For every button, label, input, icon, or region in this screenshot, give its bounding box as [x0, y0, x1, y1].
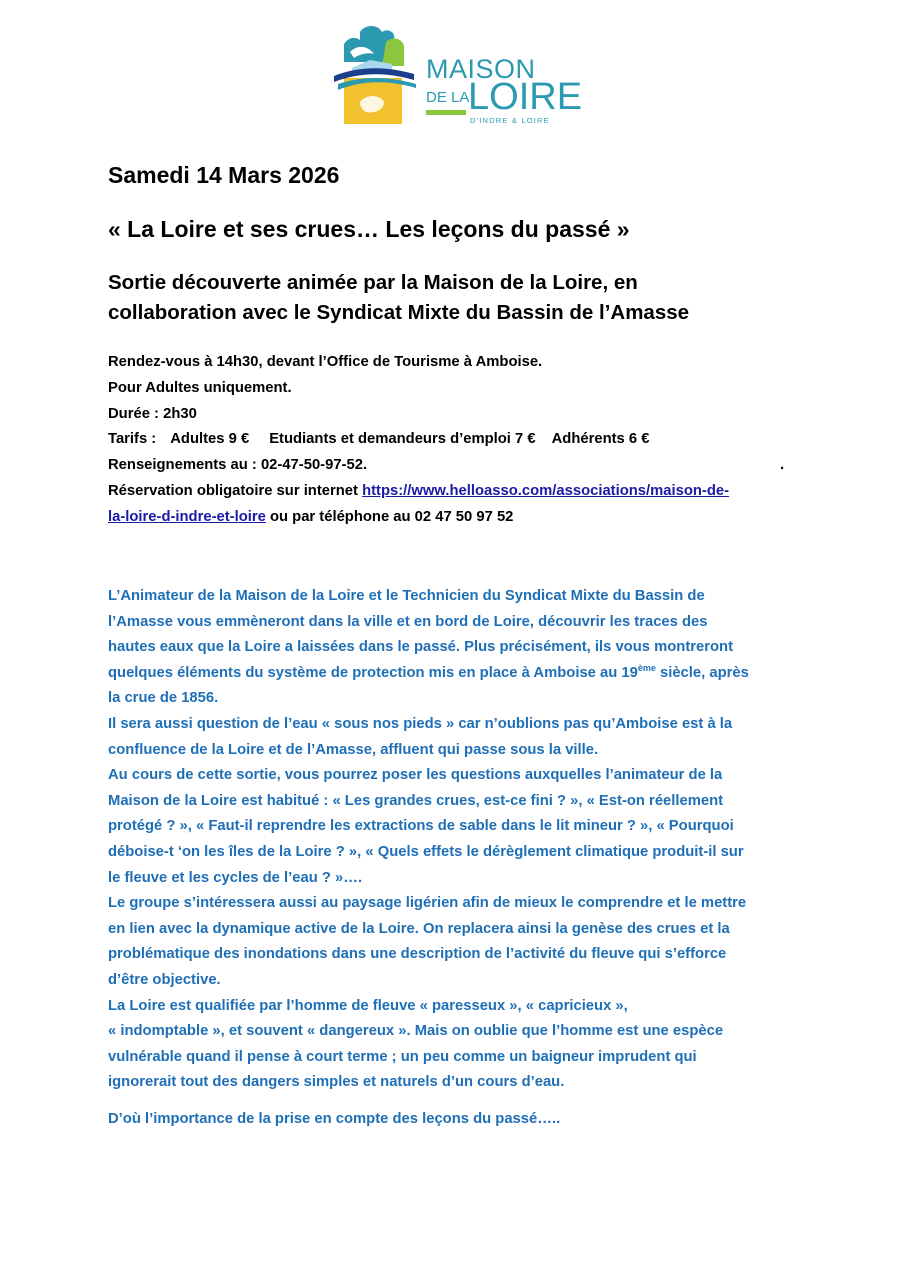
description-line: l’Amasse vous emmèneront dans la ville et en bord de Loire, découvrir les traces des: [108, 613, 708, 630]
description-text: siècle, après: [655, 664, 749, 681]
helloasso-link[interactable]: https://www.helloasso.com/associations/maison-de-: [362, 482, 730, 499]
superscript: ème: [637, 662, 656, 673]
description-line: [108, 661, 808, 687]
tarif-adultes: Adultes 9 €: [170, 431, 250, 448]
description-text: quelques éléments du système de protection mis en place à Amboise au 19: [108, 664, 638, 681]
logo-maison-text: MAISON: [426, 54, 536, 84]
conclusion-line: D’où l’importance de la prise en compte des leçons du passé…..: [108, 1110, 561, 1127]
description-line: confluence de la Loire et de l’Amasse, affluent qui passe sous la ville.: [108, 741, 599, 758]
tarifs-label: Tarifs :: [108, 431, 157, 448]
description-line: le fleuve et les cycles de l’eau ? »….: [108, 869, 363, 886]
event-date: Samedi 14 Mars 2026: [108, 162, 340, 188]
description-line: La Loire est qualifiée par l’homme de fleuve « paresseux », « capricieux »,: [108, 997, 628, 1014]
event-subtitle: [108, 268, 689, 328]
renseignements-text: Renseignements au : 02-47-50-97-52.: [108, 457, 368, 474]
info-reservation: [108, 479, 798, 505]
description-line: d’être objective.: [108, 971, 221, 988]
description-line: déboise-t ‘on les îles de la Loire ? », « Quels effets le dérèglement climatique produit-il sur: [108, 843, 744, 860]
info-tarifs: [108, 427, 798, 453]
logo-loire-text: LOIRE: [468, 76, 583, 118]
description-line: en lien avec la dynamique active de la Loire. On replacera ainsi la genèse des crues et la: [108, 920, 730, 937]
description-line: Il sera aussi question de l’eau « sous nos pieds » car n’oublions pas qu’Amboise est à la: [108, 715, 733, 732]
tarif-adherents: Adhérents 6 €: [551, 431, 650, 448]
trailing-dot: .: [780, 457, 785, 474]
info-reservation-cont: [108, 505, 798, 531]
description-line: Le groupe s’intéressera aussi au paysage ligérien afin de mieux le comprendre et le mettre: [108, 895, 747, 912]
logo-emblem-icon: [330, 22, 430, 128]
logo-subtitle: D'INDRE & LOIRE: [470, 116, 550, 125]
info-public: Pour Adultes uniquement.: [108, 379, 292, 396]
event-title: « La Loire et ses crues… Les leçons du passé »: [108, 216, 630, 242]
reservation-prefix: Réservation obligatoire sur internet: [108, 482, 363, 499]
tarif-etudiants: Etudiants et demandeurs d’emploi 7 €: [269, 431, 536, 448]
description-line: protégé ? », « Faut-il reprendre les extractions de sable dans le lit mineur ? », « Pourquoi: [108, 818, 734, 835]
description-line: « indomptable », et souvent « dangereux ». Mais on oublie que l’homme est une espèce: [108, 1023, 724, 1040]
paragraph-gap: [108, 1096, 808, 1107]
event-description: [108, 584, 808, 1132]
info-renseignements: [108, 453, 798, 479]
description-line: hautes eaux que la Loire a laissées dans le passé. Plus précisément, ils vous montreront: [108, 639, 734, 656]
description-line: problématique des inondations dans une description de l’activité du fleuve qui s’efforce: [108, 946, 727, 963]
helloasso-link-cont[interactable]: la-loire-d-indre-et-loire: [108, 508, 266, 525]
description-line: Maison de la Loire est habitué : « Les grandes crues, est-ce fini ? », « Est-on réellement: [108, 792, 724, 809]
reservation-suffix: ou par téléphone au 02 47 50 97 52: [265, 508, 514, 525]
subtitle-line: collaboration avec le Syndicat Mixte du Bassin de l’Amasse: [108, 301, 690, 324]
description-line: la crue de 1856.: [108, 690, 219, 707]
description-line: Au cours de cette sortie, vous pourrez poser les questions auxquelles l’animateur de la: [108, 767, 723, 784]
subtitle-line: Sortie découverte animée par la Maison de la Loire, en: [108, 271, 638, 294]
logo-green-bar: [426, 110, 466, 115]
info-rendezvous: Rendez-vous à 14h30, devant l’Office de Tourisme à Amboise.: [108, 354, 543, 370]
description-line: L’Animateur de la Maison de la Loire et le Technicien du Syndicat Mixte du Bassin de: [108, 588, 705, 604]
description-line: ignorerait tout des dangers simples et naturels d’un cours d’eau.: [108, 1074, 565, 1091]
info-duree: Durée : 2h30: [108, 405, 197, 422]
maison-de-la-loire-logo: [330, 22, 583, 128]
practical-info: [108, 350, 798, 531]
logo-de-la-text: DE LA: [426, 89, 470, 106]
description-line: vulnérable quand il pense à court terme ; un peu comme un baigneur imprudent qui: [108, 1048, 697, 1065]
